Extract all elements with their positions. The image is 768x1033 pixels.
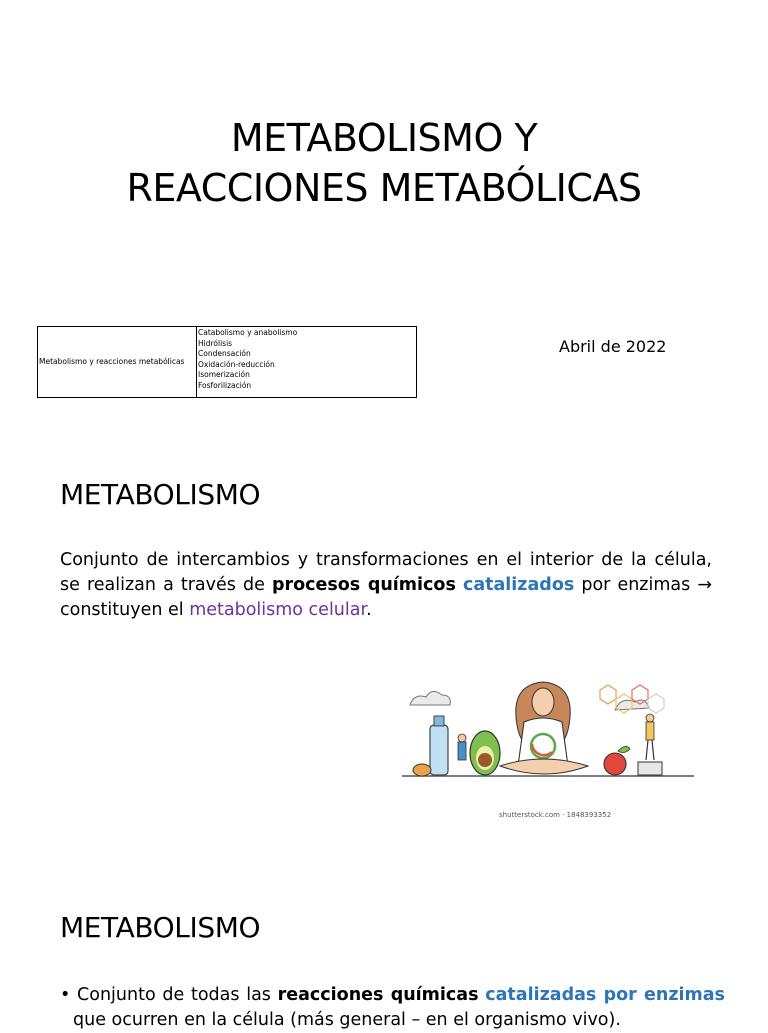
bullet-icon: • (60, 985, 71, 1005)
summary-table-items (197, 327, 297, 397)
section-1-heading: METABOLISMO (60, 478, 261, 511)
summary-item: Oxidación-reducción (198, 359, 275, 369)
summary-table-topic: Metabolismo y reacciones metabólicas (38, 327, 197, 397)
blue-term: catalizadas por enzimas (485, 985, 725, 1005)
summary-item: Hidrólisis (198, 338, 233, 348)
section-2-heading: METABOLISMO (60, 911, 261, 944)
illustration-watermark: shutterstock.com · 1848393352 (499, 811, 612, 819)
title-line-1: METABOLISMO Y (230, 116, 538, 160)
purple-term: metabolismo celular (189, 600, 367, 620)
date-label: Abril de 2022 (559, 337, 667, 356)
title-line-2: REACCIONES METABÓLICAS (126, 166, 642, 210)
summary-item: Condensación (198, 349, 251, 359)
section-1-paragraph: Conjunto de intercambios y transformaciones en el interior de la célula, se realizan a través de procesos químicos catalizados por enzimas → constituyen el metabolismo celular. (60, 550, 712, 620)
blue-term: catalizados (462, 575, 575, 595)
bold-term: reacciones químicas (277, 985, 479, 1005)
summary-item: Fosforilización (198, 380, 252, 390)
summary-item: Catabolismo y anabolismo (198, 328, 298, 337)
summary-item: Isomerización (198, 370, 250, 380)
bold-term: procesos químicos (271, 575, 456, 595)
section-2-bullet: • Conjunto de todas las reacciones químicas catalizadas por enzimas que ocurren en la célula (más general – en el organismo vivo). (60, 985, 725, 1030)
metabolism-illustration (400, 650, 700, 825)
summary-table (37, 326, 417, 398)
arrow-icon: → (697, 575, 712, 595)
page-title (0, 113, 768, 213)
